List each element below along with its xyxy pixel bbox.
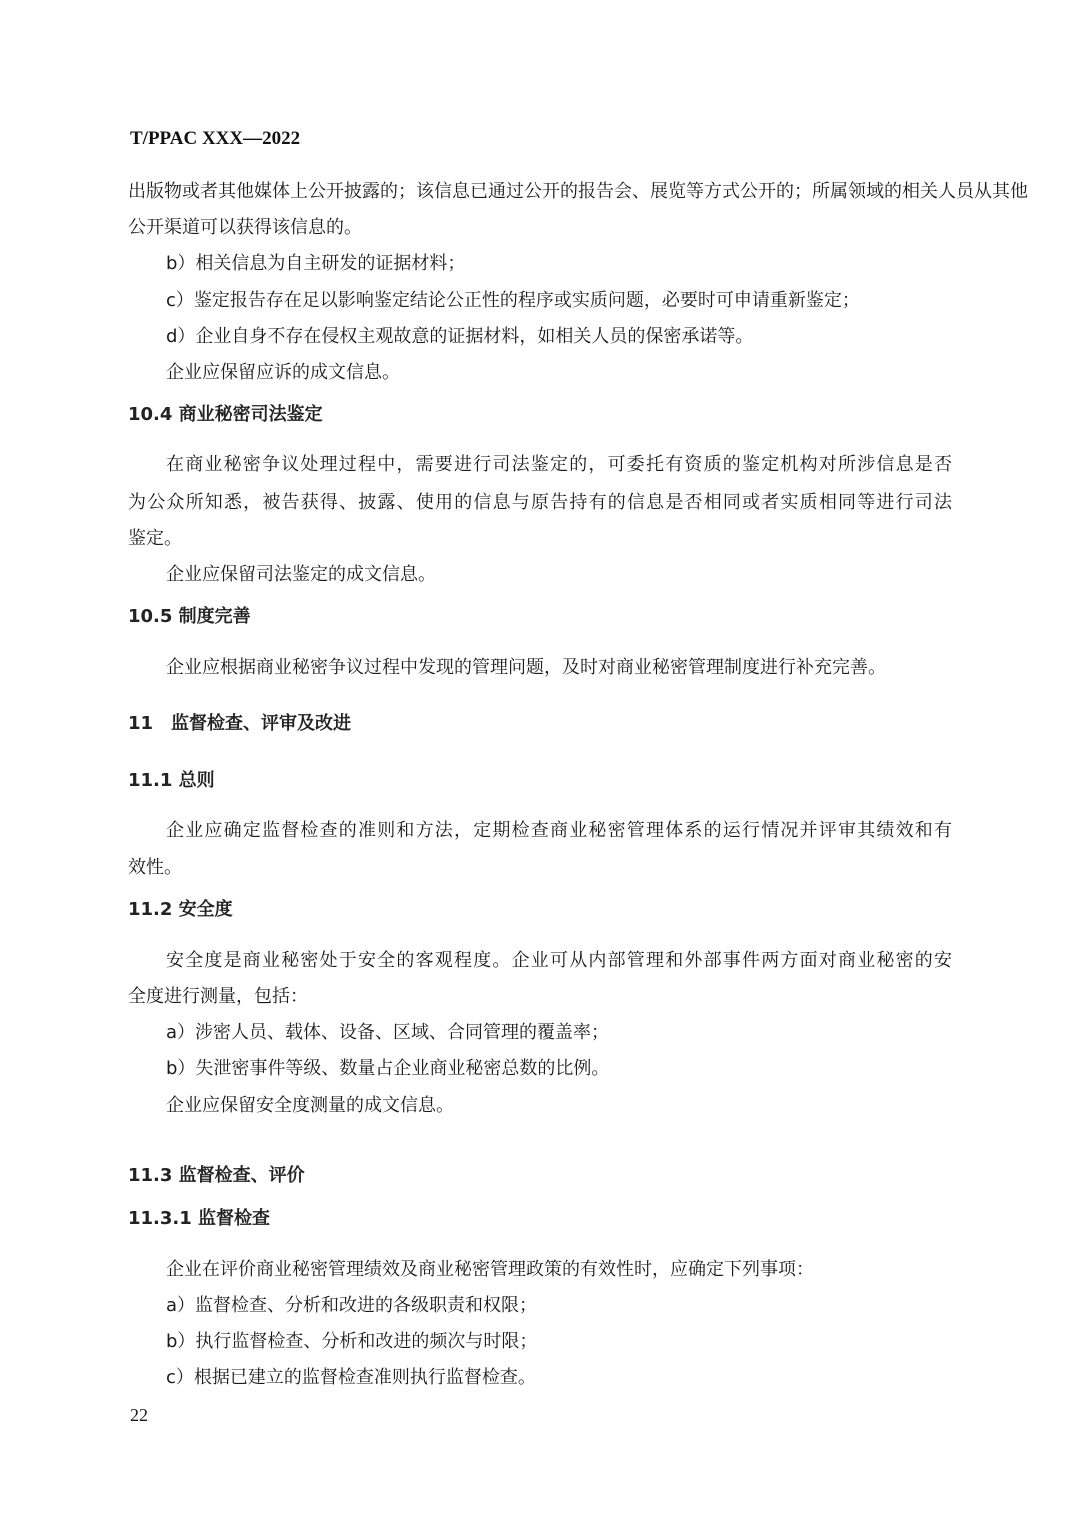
paragraph-11-2-line-1: 安全度是商业秘密处于安全的客观程度。企业可从内部管理和外部事件两方面对商业秘密的安 xyxy=(166,950,952,971)
paragraph-10-4-line-1: 在商业秘密争议处理过程中，需要进行司法鉴定的，可委托有资质的鉴定机构对所涉信息是否 xyxy=(166,454,952,475)
paragraph-11-1-line-1: 企业应确定监督检查的准则和方法，定期检查商业秘密管理体系的运行情况并评审其绩效和有 xyxy=(166,820,952,841)
paragraph-11-3-1: 企业在评价商业秘密管理绩效及商业秘密管理政策的有效性时，应确定下列事项： xyxy=(166,1259,814,1280)
page-number: 22 xyxy=(130,1405,148,1425)
chapter-heading-11: 11 监督检查、评审及改进 xyxy=(128,713,352,734)
list-item-c-execute-checks: c）根据已建立的监督检查准则执行监督检查。 xyxy=(166,1367,536,1388)
paragraph-11-2-line-2: 全度进行测量，包括： xyxy=(128,986,308,1007)
section-heading-10-4: 10.4 商业秘密司法鉴定 xyxy=(128,404,323,425)
list-item-b-frequency: b）执行监督检查、分析和改进的频次与时限； xyxy=(166,1331,538,1352)
paragraph-continuation-line-1: 出版物或者其他媒体上公开披露的；该信息已通过公开的报告会、展览等方式公开的；所属领域的相关人员从其他 xyxy=(128,181,1028,202)
section-heading-11-1: 11.1 总则 xyxy=(128,770,215,791)
list-item-a-responsibilities: a）监督检查、分析和改进的各级职责和权限； xyxy=(166,1295,538,1316)
section-heading-10-5: 10.5 制度完善 xyxy=(128,606,251,627)
section-heading-11-2: 11.2 安全度 xyxy=(128,899,233,920)
paragraph-10-4-line-3: 鉴定。 xyxy=(128,528,182,549)
paragraph-continuation-line-2: 公开渠道可以获得该信息的。 xyxy=(128,217,362,238)
list-item-c-appraisal-report: c）鉴定报告存在足以影响鉴定结论公正性的程序或实质问题，必要时可申请重新鉴定； xyxy=(166,290,860,311)
paragraph-11-1-line-2: 效性。 xyxy=(128,857,182,878)
paragraph-retain-safety-info: 企业应保留安全度测量的成文信息。 xyxy=(166,1095,454,1116)
list-item-d-no-intent: d）企业自身不存在侵权主观故意的证据材料，如相关人员的保密承诺等。 xyxy=(166,326,754,347)
section-heading-11-3-1: 11.3.1 监督检查 xyxy=(128,1208,271,1229)
list-item-a-coverage: a）涉密人员、载体、设备、区域、合同管理的覆盖率； xyxy=(166,1022,610,1043)
document-id-header: T/PPAC XXX—2022 xyxy=(130,128,301,149)
paragraph-retain-judicial-info: 企业应保留司法鉴定的成文信息。 xyxy=(166,564,436,585)
paragraph-10-4-line-2: 为公众所知悉，被告获得、披露、使用的信息与原告持有的信息是否相同或者实质相同等进行司法 xyxy=(128,492,952,513)
list-item-b-evidence: b）相关信息为自主研发的证据材料； xyxy=(166,253,466,274)
section-heading-11-3: 11.3 监督检查、评价 xyxy=(128,1165,305,1186)
paragraph-10-5: 企业应根据商业秘密争议过程中发现的管理问题，及时对商业秘密管理制度进行补充完善。 xyxy=(166,657,886,678)
list-item-b-leak-events: b）失泄密事件等级、数量占企业商业秘密总数的比例。 xyxy=(166,1058,610,1079)
paragraph-retain-response-info: 企业应保留应诉的成文信息。 xyxy=(166,362,400,383)
